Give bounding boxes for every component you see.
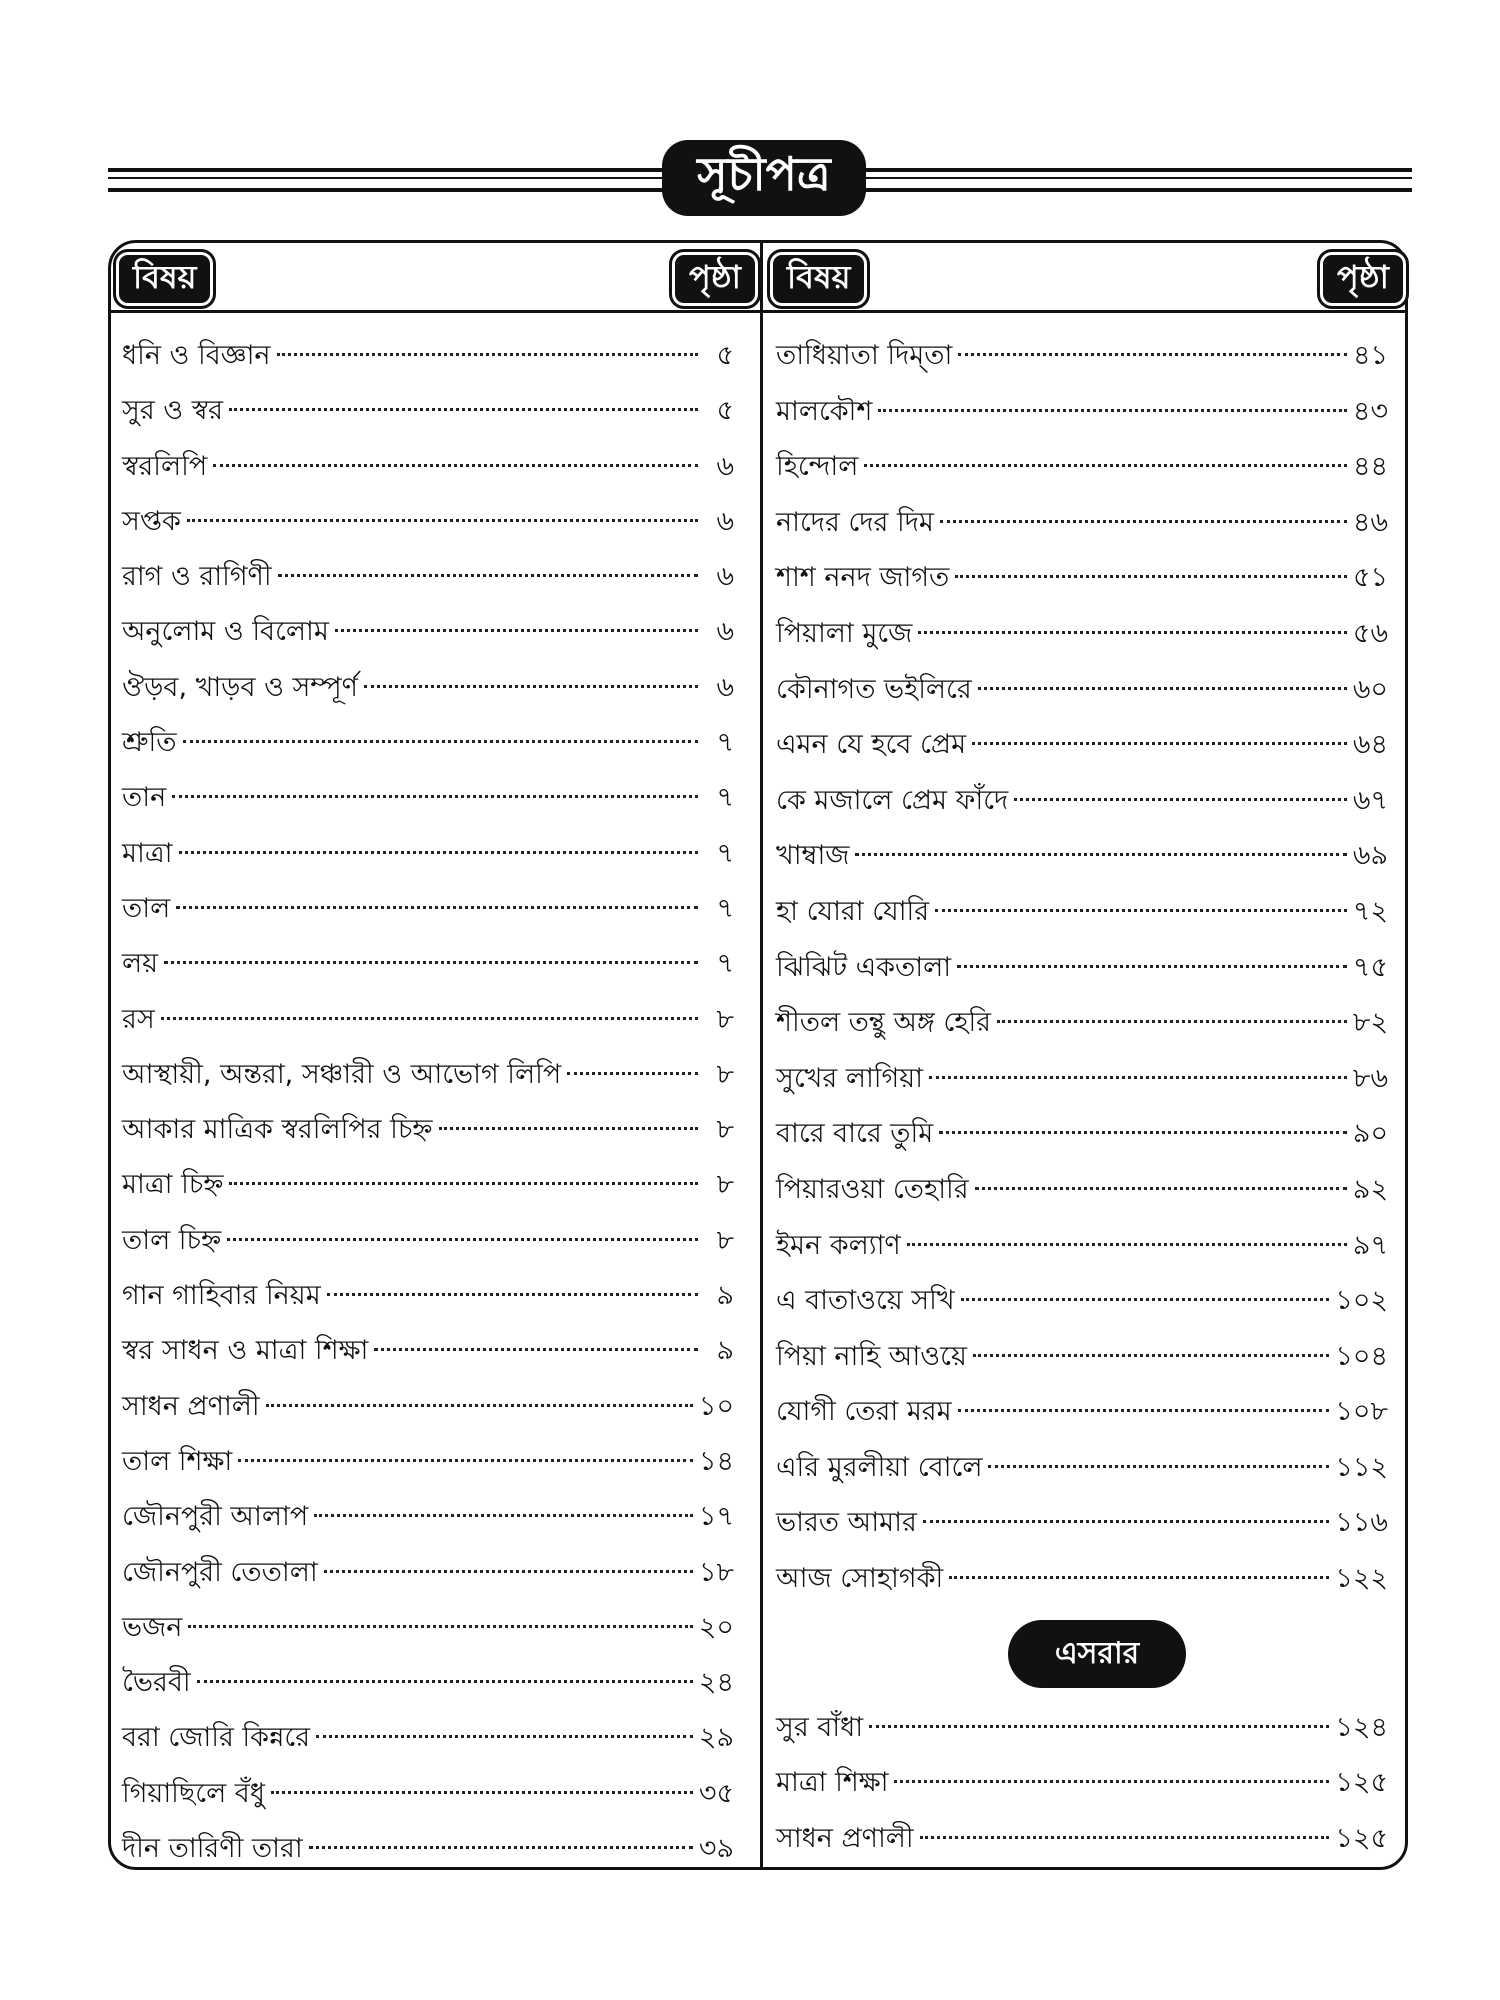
contents-entry bbox=[776, 717, 1388, 773]
column-divider bbox=[760, 243, 763, 1868]
entry-title: আকার মাত্রিক স্বরলিপির চিহ্ন bbox=[122, 1114, 433, 1146]
entry-page-number: ৬ bbox=[716, 561, 734, 593]
entry-page-number: ৬৭ bbox=[1352, 784, 1388, 816]
contents-entry bbox=[776, 1218, 1388, 1274]
dot-leader bbox=[172, 795, 698, 798]
dot-leader bbox=[266, 1404, 693, 1407]
right-subject-header: বিষয় bbox=[770, 252, 867, 306]
entry-page-number: ৩৫ bbox=[698, 1777, 734, 1809]
entry-title: লয় bbox=[122, 948, 159, 980]
entry-page-number: ৮ bbox=[716, 1224, 734, 1256]
contents-entry bbox=[122, 1379, 734, 1434]
dot-leader bbox=[197, 1680, 693, 1683]
entry-title: যোগী তেরা মরম bbox=[776, 1396, 952, 1428]
contents-entry bbox=[122, 1434, 734, 1489]
dot-leader bbox=[855, 853, 1346, 856]
dot-leader bbox=[958, 1409, 1330, 1412]
dot-leader bbox=[183, 740, 699, 743]
contents-entry bbox=[122, 715, 734, 770]
contents-entry bbox=[122, 881, 734, 936]
contents-entry bbox=[122, 936, 734, 991]
contents-entry bbox=[776, 1440, 1388, 1496]
esrar-contents-list bbox=[776, 1700, 1388, 1866]
dot-leader bbox=[978, 687, 1347, 690]
left-contents-list bbox=[122, 328, 734, 1876]
dot-leader bbox=[988, 1465, 1329, 1468]
contents-entry bbox=[776, 1106, 1388, 1162]
right-page-header: পৃষ্ঠা bbox=[1320, 252, 1406, 306]
entry-title: সুর বাঁধা bbox=[776, 1712, 864, 1743]
contents-entry bbox=[122, 1655, 734, 1710]
esrar-section-title: এসরার bbox=[1008, 1620, 1186, 1688]
title-rule-left bbox=[108, 168, 668, 192]
entry-page-number: ৮৬ bbox=[1352, 1062, 1388, 1094]
entry-page-number: ৭৫ bbox=[1352, 951, 1388, 983]
contents-entry bbox=[776, 995, 1388, 1051]
entry-page-number: ৫৬ bbox=[1352, 617, 1388, 649]
contents-entry bbox=[776, 550, 1388, 606]
dot-leader bbox=[864, 464, 1347, 467]
entry-page-number: ১০৮ bbox=[1335, 1396, 1388, 1428]
entry-title: এমন যে হবে প্রেম bbox=[776, 729, 967, 761]
contents-entry bbox=[776, 1273, 1388, 1329]
contents-entry bbox=[122, 1102, 734, 1157]
contents-entry bbox=[122, 383, 734, 438]
dot-leader bbox=[309, 1846, 693, 1849]
left-page-header: পৃষ্ঠা bbox=[672, 252, 758, 306]
entry-page-number: ৯২ bbox=[1352, 1173, 1388, 1205]
entry-title: কে মজালে প্রেম ফাঁদে bbox=[776, 784, 1009, 816]
dot-leader bbox=[929, 1076, 1347, 1079]
contents-entry bbox=[776, 606, 1388, 662]
contents-entry bbox=[122, 660, 734, 715]
entry-page-number: ১০২ bbox=[1335, 1285, 1388, 1317]
entry-title: রাগ ও রাগিণী bbox=[122, 561, 272, 593]
dot-leader bbox=[335, 629, 698, 632]
entry-title: দীন তারিণী তারা bbox=[122, 1833, 303, 1865]
entry-page-number: ৪৬ bbox=[1352, 506, 1388, 538]
entry-title: বরা জোরি কিন্নরে bbox=[122, 1722, 311, 1754]
dot-leader bbox=[227, 1238, 698, 1241]
entry-title: পিয়ারওয়া তেহারি bbox=[776, 1173, 969, 1205]
dot-leader bbox=[164, 961, 698, 964]
entry-title: মাত্রা চিহ্ন bbox=[122, 1169, 224, 1201]
entry-page-number: ৮ bbox=[716, 1169, 734, 1201]
entry-page-number: ৭২ bbox=[1352, 895, 1388, 927]
entry-title: ভৈরবী bbox=[122, 1667, 191, 1699]
entry-title: এরি মুরলীয়া বোলে bbox=[776, 1451, 983, 1483]
left-subject-header: বিষয় bbox=[116, 252, 213, 306]
dot-leader bbox=[878, 409, 1347, 412]
dot-leader bbox=[975, 1187, 1347, 1190]
header-rule-right bbox=[763, 310, 1406, 313]
entry-page-number: ১২৫ bbox=[1335, 1767, 1388, 1799]
entry-title: মাত্রা শিক্ষা bbox=[776, 1767, 889, 1799]
entry-page-number: ৮ bbox=[716, 1003, 734, 1035]
contents-entry bbox=[122, 1047, 734, 1102]
dot-leader bbox=[271, 1791, 693, 1794]
entry-title: মালকৌশ bbox=[776, 395, 873, 427]
entry-title: পিয়া নাহি আওয়ে bbox=[776, 1340, 967, 1372]
dot-leader bbox=[949, 1576, 1329, 1579]
dot-leader bbox=[278, 574, 698, 577]
entry-page-number: ১০৪ bbox=[1335, 1340, 1388, 1372]
entry-title: কৌনাগত ভইলিরে bbox=[776, 673, 972, 705]
contents-entry bbox=[776, 773, 1388, 829]
contents-entry bbox=[122, 1766, 734, 1821]
title-rule-right bbox=[862, 168, 1412, 192]
entry-page-number: ৪১ bbox=[1352, 340, 1388, 371]
dot-leader bbox=[923, 1520, 1330, 1523]
entry-title: ভারত আমার bbox=[776, 1507, 917, 1539]
entry-page-number: ৭ bbox=[716, 782, 734, 814]
contents-entry bbox=[776, 1811, 1388, 1866]
dot-leader bbox=[940, 520, 1347, 523]
entry-title: সপ্তক bbox=[122, 505, 181, 537]
entry-title: শীতল তন্থু অঙ্গ হেরি bbox=[776, 1007, 992, 1039]
dot-leader bbox=[324, 1570, 693, 1573]
entry-page-number: ২৪ bbox=[698, 1667, 734, 1699]
contents-entry bbox=[776, 1051, 1388, 1107]
entry-title: তাল bbox=[122, 892, 171, 924]
entry-page-number: ৯ bbox=[716, 1280, 734, 1312]
dot-leader bbox=[327, 1293, 698, 1296]
entry-page-number: ২০ bbox=[698, 1611, 734, 1643]
contents-entry bbox=[122, 826, 734, 881]
contents-entry bbox=[776, 384, 1388, 440]
dot-leader bbox=[1014, 798, 1347, 801]
entry-page-number: ৬৯ bbox=[1352, 840, 1388, 872]
entry-page-number: ৬ bbox=[716, 671, 734, 703]
entry-page-number: ৯০ bbox=[1352, 1118, 1388, 1150]
contents-entry bbox=[122, 1600, 734, 1655]
dot-leader bbox=[894, 1780, 1329, 1783]
contents-entry bbox=[776, 662, 1388, 718]
entry-title: তাধিয়াতা দিম্‌তা bbox=[776, 340, 953, 371]
dot-leader bbox=[958, 353, 1347, 356]
entry-title: নাদের দের দিম bbox=[776, 506, 934, 538]
dot-leader bbox=[973, 1354, 1329, 1357]
entry-page-number: ১৪ bbox=[698, 1445, 734, 1477]
entry-title: সাধন প্রণালী bbox=[122, 1390, 260, 1422]
entry-title: শ্রুতি bbox=[122, 727, 177, 759]
dot-leader bbox=[567, 1072, 698, 1075]
dot-leader bbox=[188, 1625, 692, 1628]
contents-entry bbox=[122, 1323, 734, 1378]
entry-page-number: ১২৪ bbox=[1335, 1712, 1388, 1743]
entry-title: ঔড়ব, খাড়ব ও সম্পূর্ণ bbox=[122, 671, 358, 703]
entry-title: ঝিঝিট একতালা bbox=[776, 951, 952, 983]
contents-entry bbox=[122, 604, 734, 659]
dot-leader bbox=[972, 742, 1347, 745]
entry-page-number: ৮২ bbox=[1352, 1007, 1388, 1039]
contents-entry bbox=[122, 1157, 734, 1212]
entry-page-number: ৫ bbox=[716, 395, 734, 427]
entry-title: তাল চিহ্ন bbox=[122, 1224, 222, 1256]
contents-entry bbox=[122, 1710, 734, 1765]
entry-title: সাধন প্রণালী bbox=[776, 1822, 914, 1854]
entry-title: এ বাতাওয়ে সখি bbox=[776, 1285, 955, 1317]
entry-page-number: ৮ bbox=[716, 1058, 734, 1090]
entry-title: ইমন কল্যাণ bbox=[776, 1229, 901, 1261]
contents-entry bbox=[122, 1268, 734, 1323]
entry-page-number: ১১৬ bbox=[1335, 1507, 1388, 1539]
contents-entry bbox=[776, 1551, 1388, 1607]
entry-title: আজ সোহাগকী bbox=[776, 1563, 944, 1595]
entry-title: তাল শিক্ষা bbox=[122, 1445, 233, 1477]
entry-page-number: ৭ bbox=[716, 948, 734, 980]
dot-leader bbox=[176, 906, 698, 909]
dot-leader bbox=[314, 1514, 693, 1517]
entry-page-number: ৫১ bbox=[1352, 562, 1388, 594]
contents-entry bbox=[776, 495, 1388, 551]
dot-leader bbox=[161, 1017, 698, 1020]
contents-entry bbox=[776, 1700, 1388, 1755]
entry-title: সুর ও স্বর bbox=[122, 395, 224, 427]
entry-title: মাত্রা bbox=[122, 837, 173, 869]
contents-entry bbox=[776, 1384, 1388, 1440]
entry-page-number: ৬ bbox=[716, 450, 734, 482]
entry-title: সুখের লাগিয়া bbox=[776, 1062, 923, 1094]
entry-title: স্বরলিপি bbox=[122, 450, 208, 482]
contents-entry bbox=[122, 1489, 734, 1544]
right-contents-list bbox=[776, 328, 1388, 1607]
dot-leader bbox=[364, 685, 698, 688]
dot-leader bbox=[187, 519, 698, 522]
entry-title: হিন্দোল bbox=[776, 451, 859, 483]
dot-leader bbox=[238, 1459, 693, 1462]
contents-entry bbox=[122, 1213, 734, 1268]
entry-page-number: ৮ bbox=[716, 1114, 734, 1146]
dot-leader bbox=[907, 1243, 1347, 1246]
dot-leader bbox=[920, 1836, 1330, 1839]
contents-entry bbox=[776, 828, 1388, 884]
entry-page-number: ৭ bbox=[716, 892, 734, 924]
dot-leader bbox=[961, 1298, 1330, 1301]
entry-page-number: ৬ bbox=[716, 616, 734, 648]
entry-title: গান গাহিবার নিয়ম bbox=[122, 1280, 321, 1312]
dot-leader bbox=[439, 1127, 699, 1130]
contents-entry bbox=[776, 1755, 1388, 1810]
entry-page-number: ৫ bbox=[716, 340, 734, 371]
page-title: সূচীপত্র bbox=[662, 140, 866, 216]
entry-page-number: ৩৯ bbox=[698, 1833, 734, 1865]
header-rule-left bbox=[110, 310, 760, 313]
dot-leader bbox=[277, 353, 698, 356]
entry-title: গিয়াছিলে বঁধু bbox=[122, 1777, 265, 1809]
entry-title: শাশ ননদ জাগত bbox=[776, 562, 950, 594]
dot-leader bbox=[935, 909, 1347, 912]
entry-title: রস bbox=[122, 1003, 155, 1035]
entry-page-number: ১০ bbox=[698, 1390, 734, 1422]
contents-entry bbox=[776, 884, 1388, 940]
dot-leader bbox=[918, 631, 1347, 634]
entry-page-number: ১৮ bbox=[698, 1556, 734, 1588]
contents-entry bbox=[122, 1821, 734, 1876]
dot-leader bbox=[229, 408, 698, 411]
contents-entry bbox=[122, 992, 734, 1047]
dot-leader bbox=[213, 464, 698, 467]
contents-entry bbox=[776, 940, 1388, 996]
dot-leader bbox=[869, 1725, 1329, 1728]
dot-leader bbox=[316, 1735, 693, 1738]
contents-entry bbox=[122, 770, 734, 825]
contents-entry bbox=[776, 1329, 1388, 1385]
entry-title: বারে বারে তুমি bbox=[776, 1118, 934, 1150]
entry-page-number: ১৭ bbox=[698, 1501, 734, 1533]
dot-leader bbox=[374, 1348, 698, 1351]
entry-page-number: ১১২ bbox=[1335, 1451, 1388, 1483]
dot-leader bbox=[229, 1182, 698, 1185]
entry-title: খাম্বাজ bbox=[776, 840, 850, 872]
dot-leader bbox=[939, 1131, 1347, 1134]
entry-title: ধনি ও বিজ্ঞান bbox=[122, 340, 271, 371]
contents-entry bbox=[122, 439, 734, 494]
entry-page-number: ৯ bbox=[716, 1335, 734, 1367]
entry-page-number: ২৯ bbox=[698, 1722, 734, 1754]
entry-page-number: ৬৪ bbox=[1352, 729, 1388, 761]
dot-leader bbox=[179, 851, 699, 854]
entry-title: পিয়ালা মুজে bbox=[776, 617, 913, 649]
entry-title: আস্থায়ী, অন্তরা, সঞ্চারী ও আভোগ লিপি bbox=[122, 1058, 562, 1090]
dot-leader bbox=[957, 965, 1347, 968]
contents-entry bbox=[776, 1162, 1388, 1218]
contents-entry bbox=[122, 549, 734, 604]
dot-leader bbox=[955, 575, 1347, 578]
entry-page-number: ৭ bbox=[716, 727, 734, 759]
entry-page-number: ৭ bbox=[716, 837, 734, 869]
contents-entry bbox=[776, 439, 1388, 495]
entry-title: জৌনপুরী আলাপ bbox=[122, 1501, 309, 1533]
entry-page-number: ৬ bbox=[716, 505, 734, 537]
entry-page-number: ৬০ bbox=[1352, 673, 1388, 705]
contents-entry bbox=[776, 328, 1388, 384]
contents-entry bbox=[122, 1545, 734, 1600]
dot-leader bbox=[997, 1020, 1347, 1023]
entry-page-number: ১২৫ bbox=[1335, 1822, 1388, 1854]
contents-entry bbox=[122, 494, 734, 549]
entry-page-number: ৪৩ bbox=[1352, 395, 1388, 427]
entry-title: অনুলোম ও বিলোম bbox=[122, 616, 329, 648]
entry-title: জৌনপুরী তেতালা bbox=[122, 1556, 318, 1588]
contents-entry bbox=[776, 1495, 1388, 1551]
entry-page-number: ৯৭ bbox=[1352, 1229, 1388, 1261]
entry-title: স্বর সাধন ও মাত্রা শিক্ষা bbox=[122, 1335, 369, 1367]
contents-entry bbox=[122, 328, 734, 383]
entry-page-number: ১২২ bbox=[1335, 1563, 1388, 1595]
entry-title: হা যোরা যোরি bbox=[776, 895, 930, 927]
entry-title: তান bbox=[122, 782, 167, 814]
entry-page-number: ৪৪ bbox=[1352, 451, 1388, 483]
entry-title: ভজন bbox=[122, 1611, 183, 1643]
